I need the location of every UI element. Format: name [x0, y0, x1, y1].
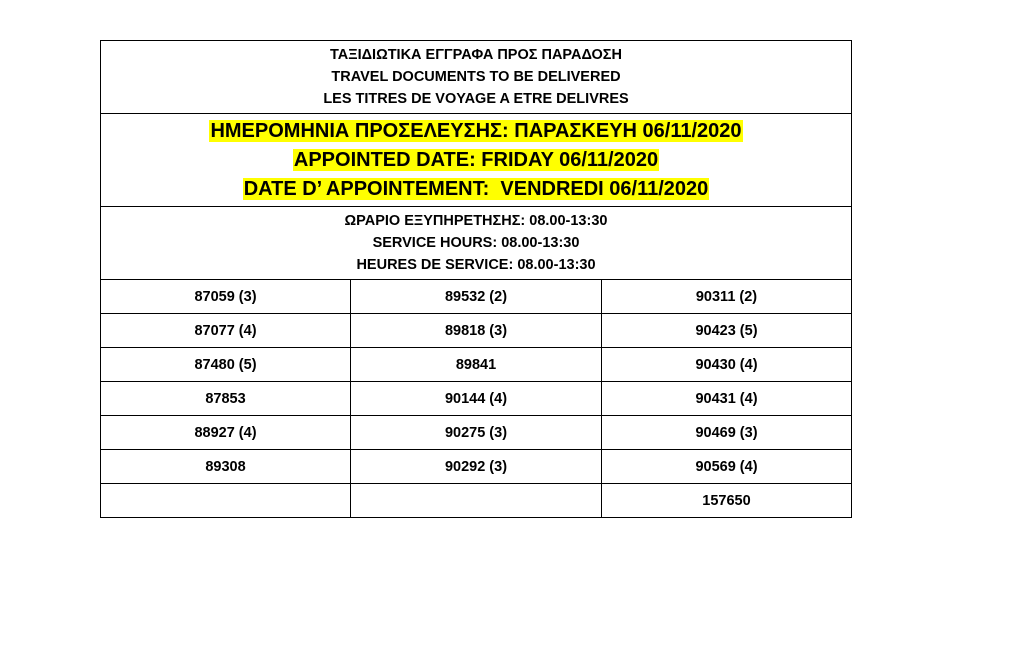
hours-line-french: HEURES DE SERVICE: 08.00-13:30 [356, 257, 596, 273]
document-number-cell: 90292 (3) [351, 450, 602, 484]
document-number-cell [101, 484, 351, 518]
appointment-line-greek: ΗΜΕΡΟΜΗΝΙΑ ΠΡΟΣΕΛΕΥΣΗΣ: ΠΑΡΑΣΚΕΥΗ 06/11/2020 [210, 119, 742, 142]
document-number-cell: 90431 (4) [602, 382, 852, 416]
appointment-row [101, 114, 852, 207]
header-row [101, 41, 852, 114]
hours-line-greek: ΩΡΑΡΙΟ ΕΞΥΠΗΡΕΤΗΣΗΣ: 08.00-13:30 [344, 213, 608, 229]
document-number-cell: 87059 (3) [101, 280, 351, 314]
documents-table [100, 40, 852, 518]
document-number-cell: 157650 [602, 484, 852, 518]
title-line-french: LES TITRES DE VOYAGE A ETRE DELIVRES [323, 91, 629, 107]
appointment-date [101, 114, 852, 207]
appointment-line-english: APPOINTED DATE: FRIDAY 06/11/2020 [293, 148, 659, 171]
table-row [101, 314, 852, 348]
table-row [101, 280, 852, 314]
table-row [101, 484, 852, 518]
document-number-cell [351, 484, 602, 518]
document-number-cell: 90430 (4) [602, 348, 852, 382]
document-number-cell: 89818 (3) [351, 314, 602, 348]
document-number-cell: 87480 (5) [101, 348, 351, 382]
document-number-cell: 90311 (2) [602, 280, 852, 314]
document-number-cell: 89308 [101, 450, 351, 484]
title-line-greek: ΤΑΞΙΔΙΩΤΙΚΑ ΕΓΓΡΑΦΑ ΠΡΟΣ ΠΑΡΑΔΟΣΗ [330, 47, 622, 63]
document-number-cell: 89841 [351, 348, 602, 382]
hours-row [101, 207, 852, 280]
table-row [101, 348, 852, 382]
table-row [101, 450, 852, 484]
document-number-cell: 90144 (4) [351, 382, 602, 416]
document-number-cell: 90275 (3) [351, 416, 602, 450]
table-row [101, 382, 852, 416]
title-line-english: TRAVEL DOCUMENTS TO BE DELIVERED [331, 69, 621, 85]
document-number-cell: 90423 (5) [602, 314, 852, 348]
document-number-cell: 88927 (4) [101, 416, 351, 450]
document-number-cell: 90469 (3) [602, 416, 852, 450]
document-number-cell: 87853 [101, 382, 351, 416]
document-number-cell: 89532 (2) [351, 280, 602, 314]
hours-line-english: SERVICE HOURS: 08.00-13:30 [372, 235, 580, 251]
document-number-cell: 87077 (4) [101, 314, 351, 348]
document-title [101, 41, 852, 114]
appointment-line-french: DATE D’ APPOINTEMENT: VENDREDI 06/11/2020 [243, 177, 709, 200]
table-row [101, 416, 852, 450]
service-hours [101, 207, 852, 280]
document-number-cell: 90569 (4) [602, 450, 852, 484]
